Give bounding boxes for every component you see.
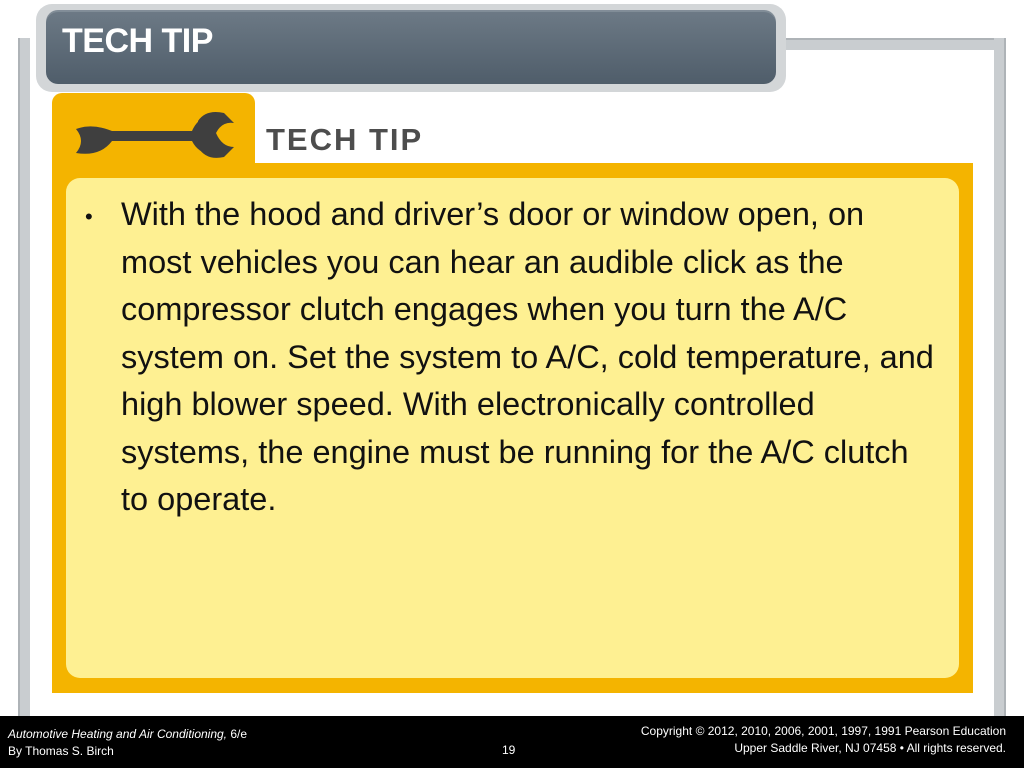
footer-author: By Thomas S. Birch	[8, 744, 114, 758]
footer-bar	[0, 716, 1024, 768]
bullet-marker: •	[85, 204, 93, 229]
footer-book-title: Automotive Heating and Air Conditioning,	[8, 727, 228, 741]
slide-title: TECH TIP	[62, 22, 213, 60]
frame-right	[994, 38, 1006, 716]
footer-copyright	[641, 723, 1006, 757]
footer-page-number: 19	[502, 743, 516, 757]
wrench-icon	[72, 104, 242, 166]
frame-top	[780, 38, 1006, 50]
tip-body-text: With the hood and driver’s door or window open, on most vehicles you can hear an audible click as the compressor clutch engages when you turn the A/C system on. Set the system to A/C, cold temperature, and high blower speed. With electronically controlled systems, the engine must be running for the A/C clutch to operate.	[121, 196, 934, 517]
footer-address-line: Upper Saddle River, NJ 07458 • All rights reserved.	[734, 741, 1006, 755]
footer-book-info	[8, 726, 247, 760]
footer-edition: 6/e	[227, 727, 248, 741]
tech-tip-label: TECH TIP	[266, 122, 424, 157]
footer-copyright-line: Copyright © 2012, 2010, 2006, 2001, 1997, 1991 Pearson Education	[640, 724, 1006, 738]
frame-left	[18, 38, 30, 716]
